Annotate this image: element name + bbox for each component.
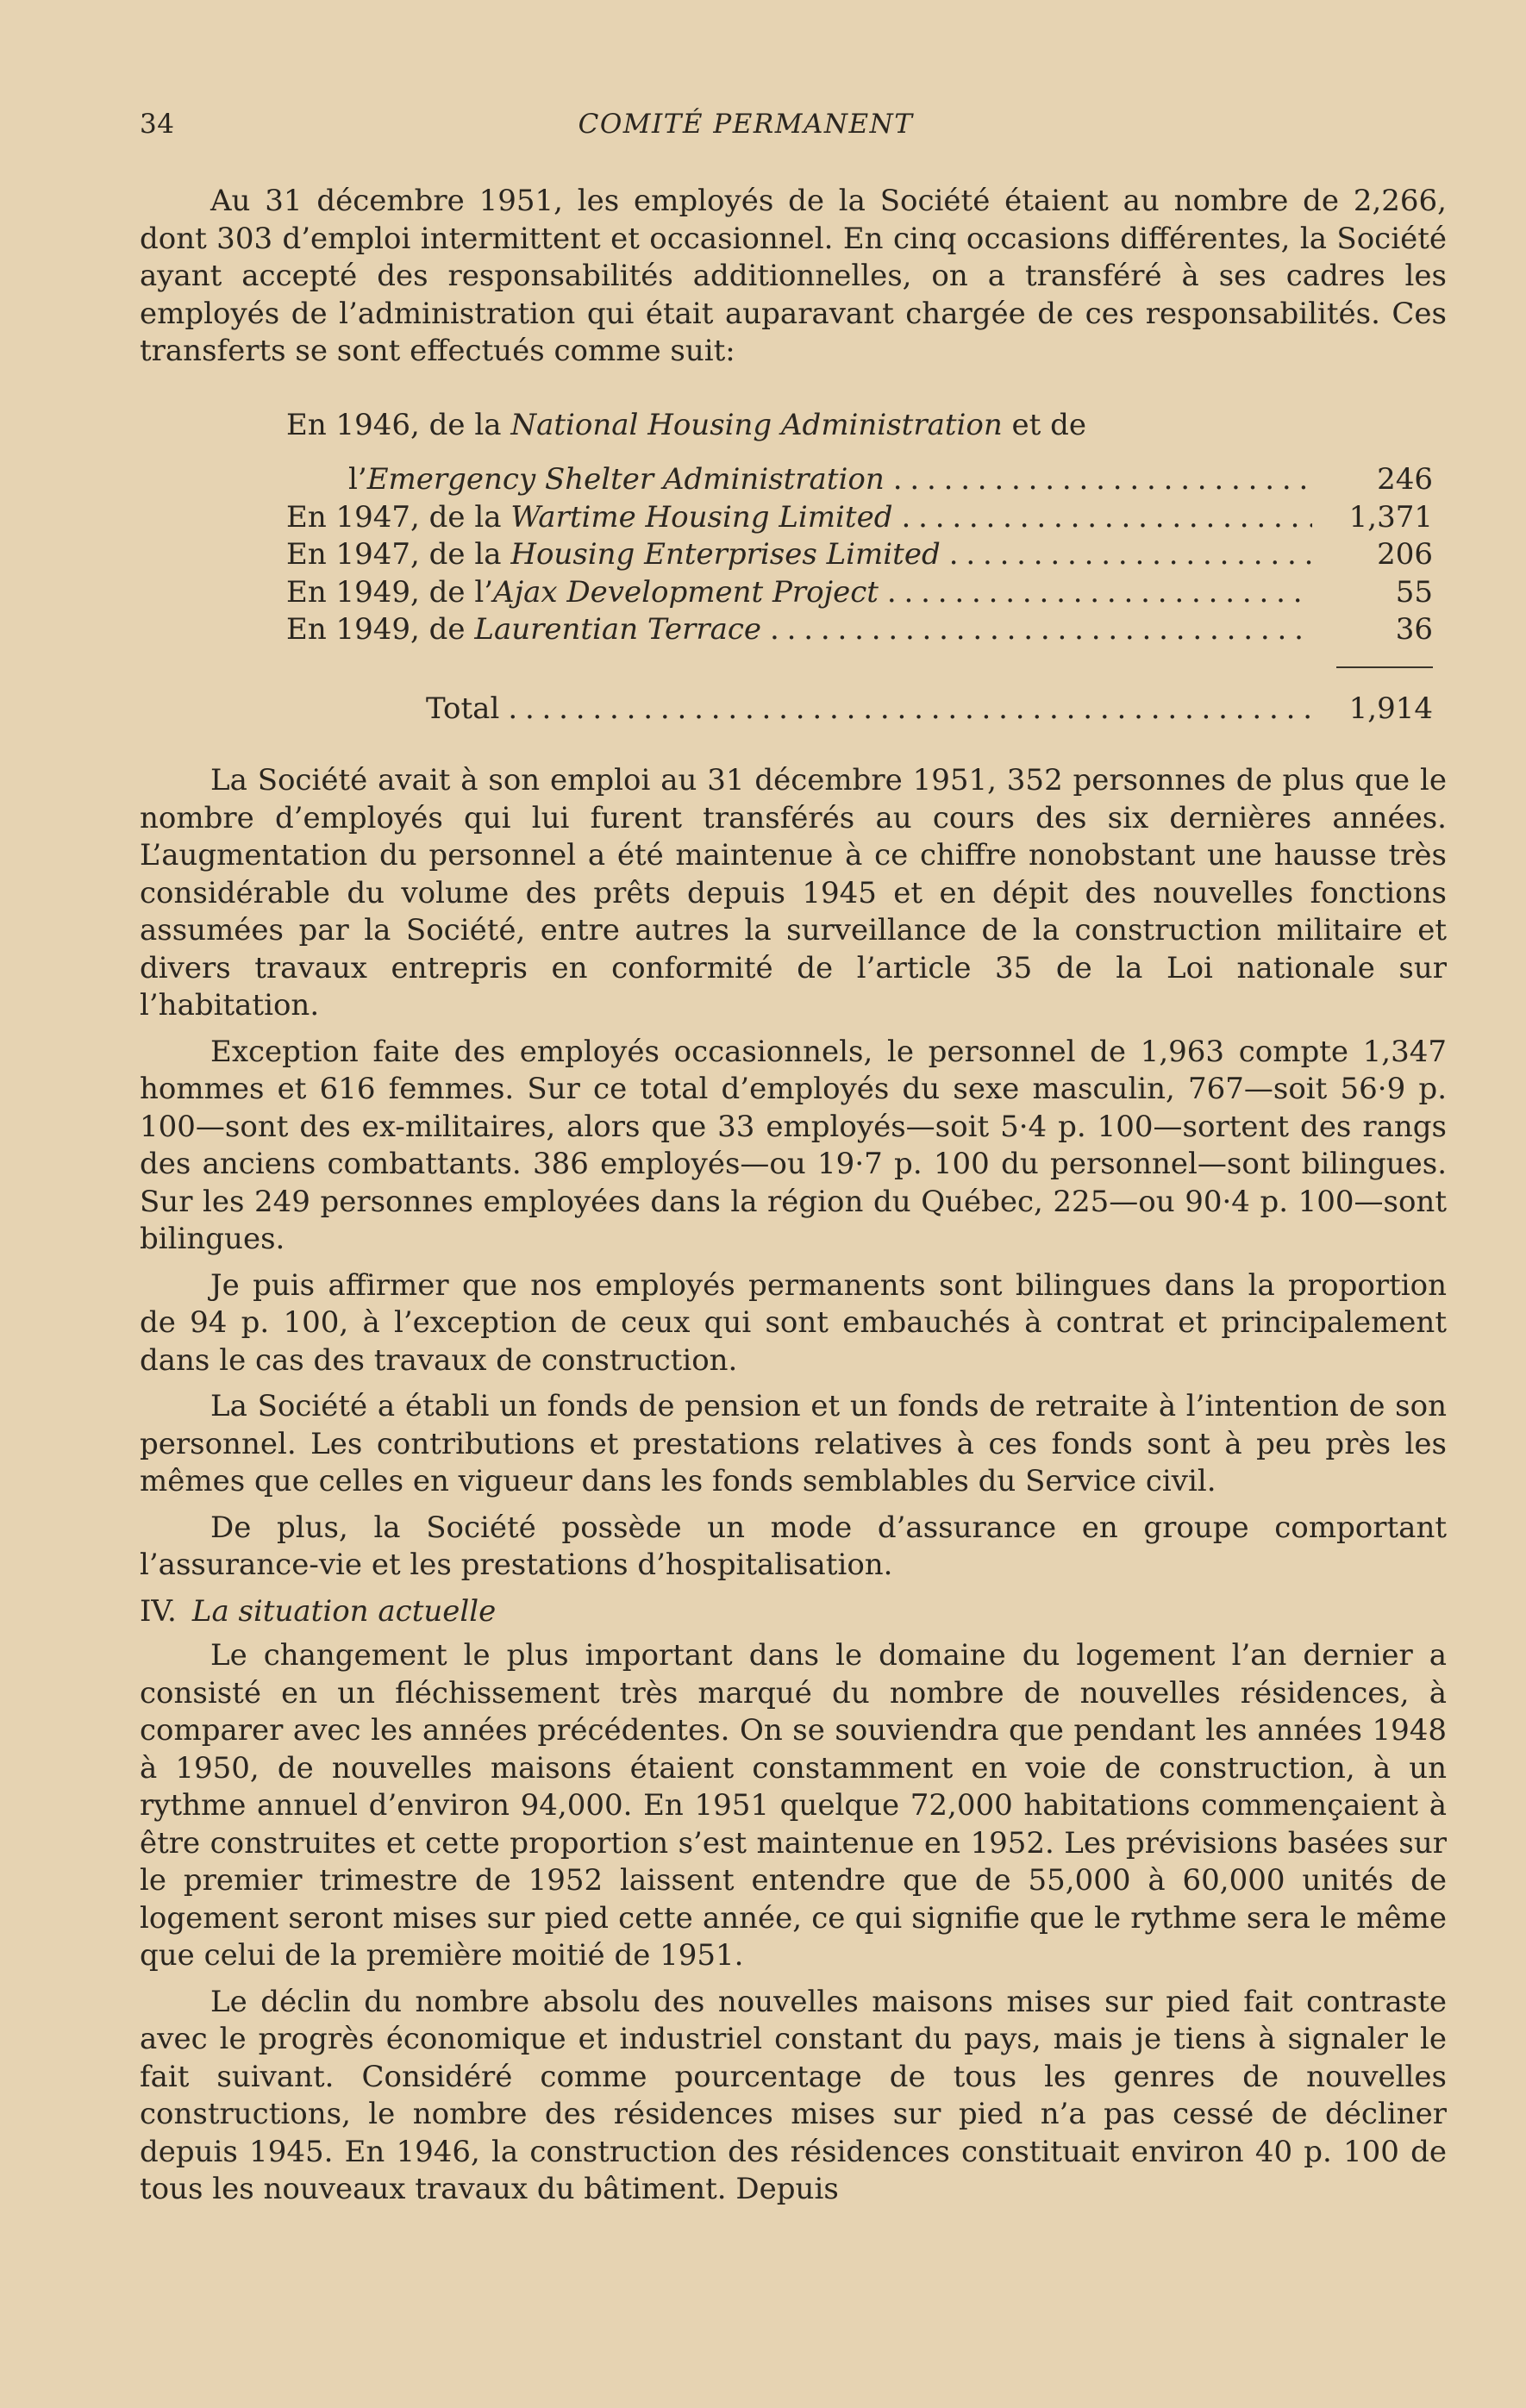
dot-leader	[508, 691, 1312, 729]
transfer-row-1946-esa	[286, 461, 1433, 499]
transfer-row-1946-nha	[286, 407, 1433, 445]
transfer-value: 246	[1377, 462, 1433, 497]
paragraph-bilingual-staff: Je puis affirmer que nos employés permanents sont bilingues dans la proportion de 94 p. 100, à l’exception de ceux qui sont embauchés à contrat et principalement dans le cas des travaux de construction.	[140, 1267, 1447, 1378]
dot-leader	[949, 536, 1312, 574]
transfer-label: En 1949, de l’Ajax Development Project	[286, 574, 879, 610]
transfer-value: 206	[1377, 537, 1433, 572]
total-value: 1,914	[1348, 691, 1433, 726]
paragraph-pension-fund: La Société a établi un fonds de pension et un fonds de retraite à l’intention de son personnel. Les contributions et prestations relatives à ces fonds sont à peu près les mêmes que celles en vigueur dans les fonds semblables du Service civil.	[140, 1389, 1447, 1498]
sum-rule	[1336, 666, 1433, 668]
dot-leader	[770, 611, 1312, 649]
dot-leader	[901, 499, 1312, 537]
running-header	[140, 97, 1447, 148]
transfers-table	[286, 407, 1433, 729]
dot-leader	[893, 461, 1312, 499]
paragraph-housing-decline: Le changement le plus important dans le domaine du logement l’an dernier a consisté en un fléchissement très marqué du nombre de nouvelles résidences, à comparer avec les années précédentes. On se souviendra que pendant les années 1948 à 1950, de nouvelles maisons étaient constamment en voie de construction, à un rythme annuel d’environ 94,000. En 1951 quelque 72,000 habitations commençaient à être construites et cette proportion s’est maintenue en 1952. Les prévisions basées sur le premier trimestre de 1952 laissent entendre que de 55,000 à 60,000 unités de logement seront mises sur pied cette année, ce qui signifie que le rythme sera le même que celui de la première moitié de 1951.	[140, 1638, 1447, 1973]
paragraph-staff-composition: Exception faite des employés occasionnels, le personnel de 1,963 compte 1,347 hommes et 616 femmes. Sur ce total d’employés du sexe masculin, 767—soit 56·9 p. 100—sont des ex-militaires, alors que 33 employés—soit 5·4 p. 100—sortent des rangs des anciens combattants. 386 employés—ou 19·7 p. 100 du personnel—sont bilingues. Sur les 249 personnes employées dans la région du Québec, 225—ou 90·4 p. 100—sont bilingues.	[140, 1034, 1447, 1256]
transfer-label: En 1949, de Laurentian Terrace	[286, 612, 762, 647]
transfer-row-1947-enterprises	[286, 536, 1433, 574]
paragraph-residential-share: Le déclin du nombre absolu des nouvelles maisons mises sur pied fait contraste avec le progrès économique et industriel constant du pays, mais je tiens à signaler le fait suivant. Considéré comme pourcentage de tous les genres de nouvelles constructions, le nombre des résidences mises sur pied n’a pas cessé de décliner depuis 1945. En 1946, la construction des résidences constituait environ 40 p. 100 de tous les nouveaux travaux du bâtiment. Depuis	[140, 1984, 1447, 2206]
transfer-value: 1,371	[1348, 499, 1433, 535]
transfer-row-1949-laurentian	[286, 611, 1433, 649]
paragraph-group-insurance: De plus, la Société possède un mode d’assurance en groupe comportant l’assurance-vie et les prestations d’hospitalisation.	[140, 1510, 1447, 1582]
transfer-label: En 1946, de la National Housing Administration et de	[286, 407, 1087, 442]
transfer-label: En 1947, de la Wartime Housing Limited	[286, 499, 893, 535]
transfer-label: l’Emergency Shelter Administration	[348, 462, 885, 497]
transfer-value: 55	[1395, 574, 1433, 610]
section-numeral: IV.	[140, 1593, 177, 1629]
section-title: La situation actuelle	[191, 1593, 497, 1629]
transfer-row-1947-wartime	[286, 499, 1433, 537]
total-label: Total	[426, 691, 500, 726]
paragraph-staff-growth: La Société avait à son emploi au 31 décembre 1951, 352 personnes de plus que le nombre d’employés qui lui furent transférés au cours des six dernières années. L’augmentation du personnel a été maintenue à ce chiffre nonobstant une hausse très considérable du volume des prêts depuis 1945 et en dépit des nouvelles fonctions assumées par la Société, entre autres la surveillance de la construction militaire et divers travaux entrepris en conformité de l’article 35 de la Loi nationale sur l’habitation.	[140, 763, 1447, 1023]
running-title: COMITÉ PERMANENT	[578, 109, 914, 140]
page-number: 34	[140, 109, 175, 140]
paragraph-employees-count: Au 31 décembre 1951, les employés de la Société étaient au nombre de 2,266, dont 303 d’emploi intermittent et occasionnel. En cinq occasions différentes, la Société ayant accepté des responsabilités additionnelles, on a transféré à ses cadres les employés de l’administration qui était auparavant chargée de ces responsabilités. Ces transferts se sont effectués comme suit:	[140, 184, 1447, 368]
transfer-row-1949-ajax	[286, 574, 1433, 612]
transfer-label: En 1947, de la Housing Enterprises Limited	[286, 537, 941, 572]
transfer-total-row	[286, 691, 1433, 729]
section-heading	[140, 1593, 1447, 1631]
dot-leader	[887, 574, 1312, 612]
transfer-value: 36	[1395, 612, 1433, 647]
